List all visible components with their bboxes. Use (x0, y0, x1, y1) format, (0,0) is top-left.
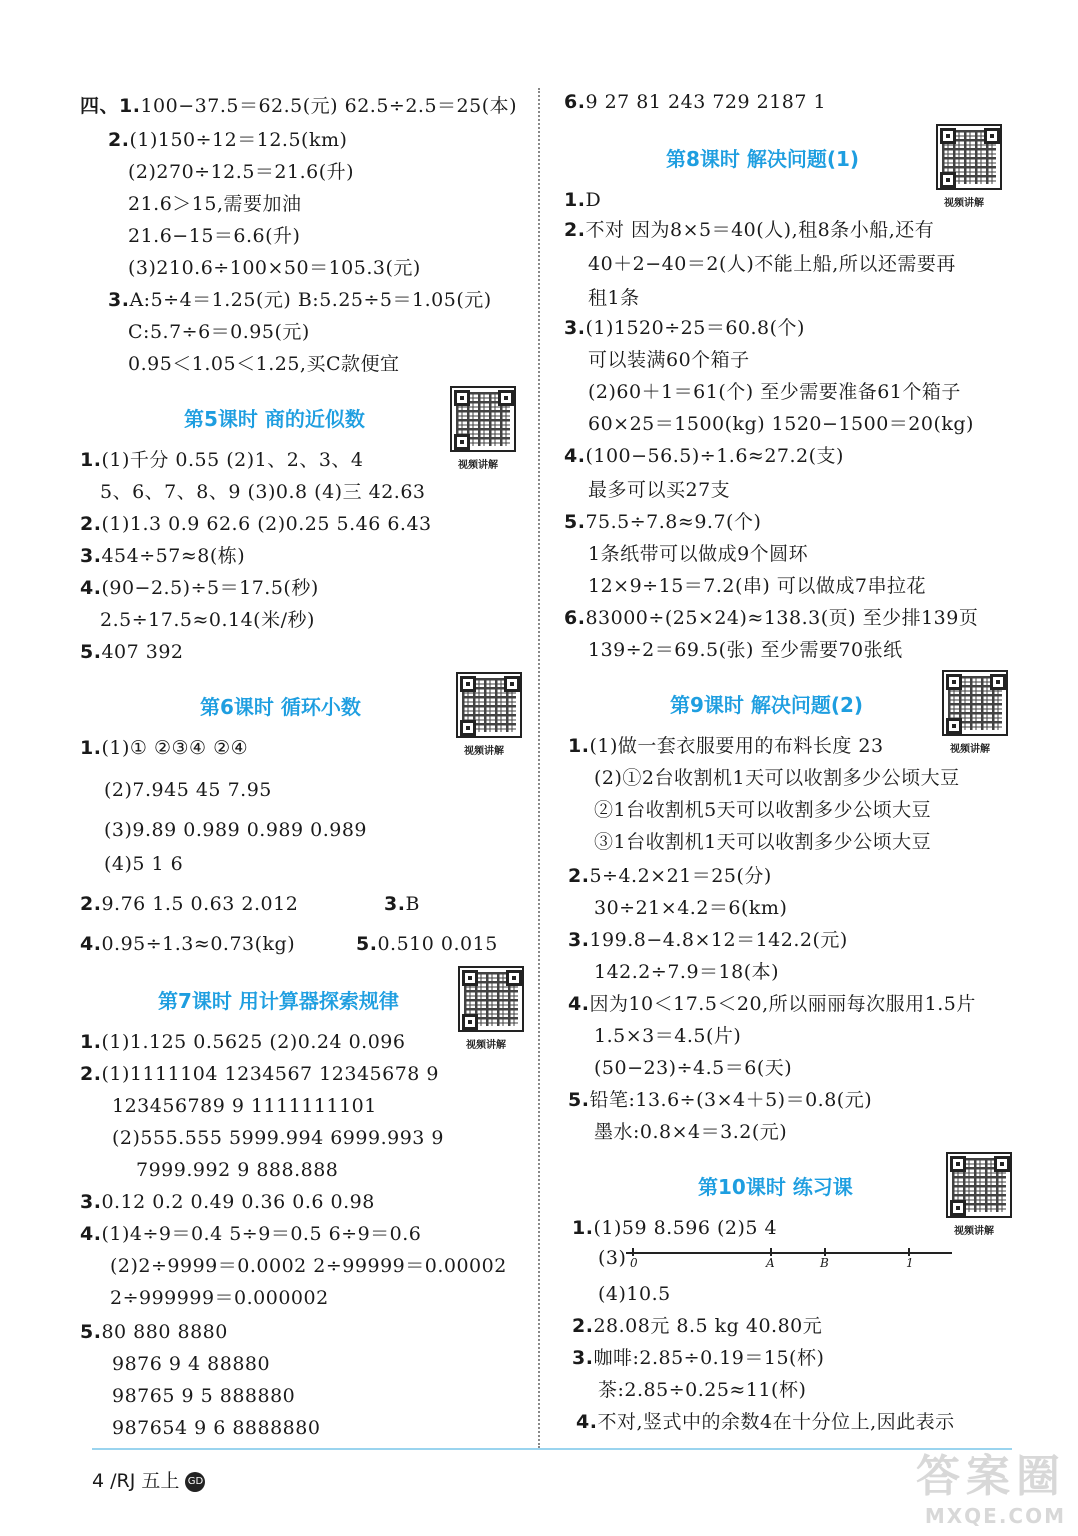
answer-line (100, 478, 426, 506)
qr-video-label: 视频讲解 (458, 460, 498, 471)
answer-text: (3) (598, 1247, 627, 1269)
answer-line (108, 126, 347, 154)
answer-text: 21.6−15＝6.6(升) (128, 225, 301, 247)
answer-line (572, 1344, 824, 1372)
answer-text: 80 880 8880 (101, 1321, 228, 1343)
watermark-title: 答案圈 (916, 1451, 1066, 1502)
watermark-url: MXQE.COM (924, 1504, 1066, 1528)
question-number: 6. (564, 91, 586, 113)
answer-text: 0.510 0.015 (377, 933, 498, 955)
answer-text: (2)555.555 5999.994 6999.993 9 (112, 1127, 445, 1149)
answer-line (104, 776, 272, 804)
question-number: 3. (108, 289, 130, 311)
answer-line (588, 572, 926, 600)
answer-text: D (585, 189, 602, 211)
answer-text: 100−37.5＝62.5(元) 62.5÷2.5＝25(本) (140, 95, 518, 117)
answer-line (104, 850, 183, 878)
answer-text: (1)150÷12＝12.5(km) (129, 129, 348, 151)
answer-line (384, 890, 420, 918)
lesson-heading: 第10课时 练习课 (698, 1175, 853, 1199)
question-number: 2. (572, 1315, 594, 1337)
question-number: 2. (80, 1063, 102, 1085)
question-number: 1. (568, 735, 590, 757)
answer-line (112, 1414, 320, 1442)
answer-line (568, 862, 772, 890)
answer-line (564, 442, 844, 470)
answer-line (564, 216, 934, 244)
qr-video-label: 视频讲解 (466, 1040, 506, 1051)
qr-code-icon[interactable] (936, 124, 1002, 190)
question-number: 3. (564, 317, 586, 339)
answer-line (112, 1382, 295, 1410)
question-number: 1. (80, 449, 102, 471)
publisher-badge: GD (185, 1472, 205, 1492)
answer-line (588, 250, 956, 278)
answer-text: (1)1.125 0.5625 (2)0.24 0.096 (101, 1031, 406, 1053)
answer-line (564, 314, 805, 342)
qr-code-icon[interactable] (456, 672, 522, 738)
answer-line (594, 1054, 792, 1082)
answer-line (80, 542, 245, 570)
number-line-tick-a (770, 1248, 772, 1256)
answer-text: 9 27 81 243 729 2187 1 (585, 91, 827, 113)
answer-line (104, 816, 367, 844)
answer-line (356, 930, 498, 958)
question-number: 1. (564, 189, 586, 211)
answer-text: (50−23)÷4.5＝6(天) (594, 1057, 793, 1079)
answer-text: 454÷57≈8(栋) (101, 545, 246, 567)
answer-text: 60×25＝1500(kg) 1520−1500＝20(kg) (588, 413, 974, 435)
answer-text: (2)60＋1＝61(个) 至少需要准备61个箱子 (588, 381, 961, 403)
answer-line (112, 1092, 377, 1120)
answer-line (80, 1060, 439, 1088)
answer-line (568, 732, 884, 760)
lesson-heading: 第5课时 商的近似数 (184, 407, 365, 431)
question-number: 5. (356, 933, 378, 955)
answer-text: 铅笔:13.6÷(3×4＋5)＝0.8(元) (589, 1089, 873, 1111)
answer-text: 98765 9 5 888880 (112, 1385, 296, 1407)
answer-text: 最多可以买27支 (588, 479, 731, 501)
qr-video-label: 视频讲解 (950, 744, 990, 755)
answer-line (112, 1350, 270, 1378)
watermark (916, 1440, 1066, 1528)
number-line-label-one: 1 (906, 1256, 914, 1270)
answer-text: 0.95＜1.05＜1.25,买C款便宜 (128, 353, 400, 375)
question-number: 3. (80, 1191, 102, 1213)
answer-text: ③1台收割机1天可以收割多少公顷大豆 (594, 831, 932, 853)
answer-line (594, 828, 931, 856)
answer-line (128, 350, 400, 378)
answer-text: 5、6、7、8、9 (3)0.8 (4)三 42.63 (100, 481, 426, 503)
answer-text: 2÷999999＝0.000002 (110, 1287, 329, 1309)
answer-text: A:5÷4＝1.25(元) B:5.25÷5＝1.05(元) (129, 289, 492, 311)
answer-line (568, 990, 976, 1018)
answer-line (594, 1118, 787, 1146)
answer-line (588, 346, 750, 374)
question-number: 3. (80, 545, 102, 567)
answer-text: (1)1.3 0.9 62.6 (2)0.25 5.46 6.43 (101, 513, 432, 535)
answer-line (128, 254, 421, 282)
answer-line (100, 606, 315, 634)
answer-line (588, 540, 808, 568)
answer-text: (3)210.6÷100×50＝105.3(元) (128, 257, 421, 279)
answer-line (588, 410, 974, 438)
answer-line (80, 446, 364, 474)
answer-line (572, 1214, 777, 1242)
question-number: 1. (572, 1217, 594, 1239)
answer-line (80, 92, 517, 120)
page-footer (92, 1466, 205, 1493)
answer-line (110, 1284, 329, 1312)
column-divider (538, 88, 540, 1448)
footer-rule (92, 1448, 1012, 1450)
answer-line (128, 158, 354, 186)
question-number: 4. (80, 577, 102, 599)
answer-text: 12×9÷15＝7.2(串) 可以做成7串拉花 (588, 575, 926, 597)
answer-line (588, 476, 730, 504)
answer-text: 7999.992 9 888.888 (136, 1159, 339, 1181)
question-number: 5. (80, 1321, 102, 1343)
answer-line (588, 378, 961, 406)
answer-text: 199.8−4.8×12＝142.2(元) (589, 929, 848, 951)
book-code: /RJ 五上 (110, 1470, 180, 1492)
answer-line (110, 1252, 507, 1280)
answer-text: 1.5×3＝4.5(片) (594, 1025, 742, 1047)
answer-line (80, 890, 298, 918)
answer-text: (1)1520÷25＝60.8(个) (585, 317, 805, 339)
answer-text: (1)59 8.596 (2)5 4 (593, 1217, 778, 1239)
answer-line (80, 1028, 405, 1056)
number-line-label-b: B (820, 1256, 829, 1270)
answer-text: (1)做一套衣服要用的布料长度 23 (589, 735, 884, 757)
question-number: 5. (564, 511, 586, 533)
question-number: 3. (572, 1347, 594, 1369)
answer-text: (2)2÷9999＝0.0002 2÷99999＝0.00002 (110, 1255, 507, 1277)
question-number: 2. (564, 219, 586, 241)
answer-text: (2)①2台收割机1天可以收割多少公顷大豆 (594, 767, 960, 789)
answer-text: (1)4÷9＝0.4 5÷9＝0.5 6÷9＝0.6 (101, 1223, 422, 1245)
question-number: 4. (80, 933, 102, 955)
answer-text: 0.95÷1.3≈0.73(kg) (101, 933, 296, 955)
question-number: 3. (568, 929, 590, 951)
answer-text: 0.12 0.2 0.49 0.36 0.6 0.98 (101, 1191, 375, 1213)
question-number: 5. (80, 641, 102, 663)
number-line-tick-one (908, 1248, 910, 1256)
answer-text: 可以装满60个箱子 (588, 349, 750, 371)
answer-text: (4)5 1 6 (104, 853, 184, 875)
answer-line (564, 186, 601, 214)
question-number: 1. (80, 1031, 102, 1053)
answer-text: ②1台收割机5天可以收割多少公顷大豆 (594, 799, 932, 821)
answer-line (80, 734, 248, 762)
answer-line (80, 1188, 375, 1216)
answer-text: C:5.7÷6＝0.95(元) (128, 321, 310, 343)
qr-video-label: 视频讲解 (954, 1226, 994, 1237)
answer-text: 142.2÷7.9＝18(本) (594, 961, 780, 983)
answer-line (136, 1156, 338, 1184)
answer-text: 9876 9 4 88880 (112, 1353, 271, 1375)
question-number: 5. (568, 1089, 590, 1111)
qr-video-label: 视频讲解 (464, 746, 504, 757)
lesson-heading: 第7课时 用计算器探索规律 (158, 989, 399, 1013)
answer-line (598, 1280, 671, 1308)
question-number: 4. (576, 1411, 598, 1433)
answer-text: (1)① ②③④ ②④ (101, 737, 249, 759)
answer-text: (90−2.5)÷5＝17.5(秒) (101, 577, 319, 599)
answer-text: (4)10.5 (598, 1283, 671, 1305)
qr-code-icon[interactable] (458, 966, 524, 1032)
answer-line (80, 930, 295, 958)
qr-code-icon[interactable] (946, 1152, 1012, 1218)
answer-text: 21.6＞15,需要加油 (128, 193, 302, 215)
answer-text: 987654 9 6 8888880 (112, 1417, 321, 1439)
answer-line (128, 190, 302, 218)
answer-text: (100−56.5)÷1.6≈27.2(支) (585, 445, 844, 467)
answer-line (594, 958, 779, 986)
question-number: 2. (80, 893, 102, 915)
question-number: 4. (564, 445, 586, 467)
answer-line (80, 1318, 228, 1346)
qr-video-label: 视频讲解 (944, 198, 984, 209)
answer-line (588, 636, 903, 664)
answer-text: 28.08元 8.5 kg 40.80元 (593, 1315, 823, 1337)
answer-line (80, 510, 432, 538)
answer-text: (3)9.89 0.989 0.989 0.989 (104, 819, 368, 841)
qr-code-icon[interactable] (450, 386, 516, 452)
question-number: 3. (384, 893, 406, 915)
question-number: 4. (568, 993, 590, 1015)
lesson-heading: 第9课时 解决问题(2) (670, 693, 864, 717)
answer-line (568, 926, 848, 954)
answer-text: 5÷4.2×21＝25(分) (589, 865, 772, 887)
answer-line (112, 1124, 444, 1152)
answer-text: (2)270÷12.5＝21.6(升) (128, 161, 355, 183)
answer-line (564, 508, 761, 536)
answer-text: (1)千分 0.55 (2)1、2、3、4 (101, 449, 364, 471)
answer-line (80, 574, 319, 602)
answer-text: 139÷2＝69.5(张) 至少需要70张纸 (588, 639, 903, 661)
answer-line (128, 222, 300, 250)
answer-line (598, 1376, 806, 1404)
answer-line (594, 764, 960, 792)
answer-line (108, 286, 492, 314)
answer-text: 407 392 (101, 641, 184, 663)
answer-text: 不对 因为8×5＝40(人),租8条小船,还有 (585, 219, 935, 241)
answer-line (572, 1312, 822, 1340)
answer-line (80, 638, 184, 666)
answer-text: 83000÷(25×24)≈138.3(页) 至少排139页 (585, 607, 979, 629)
answer-text: 墨水:0.8×4＝3.2(元) (594, 1121, 788, 1143)
question-number: 2. (568, 865, 590, 887)
question-number: 四、1. (80, 95, 141, 117)
answer-text: 9.76 1.5 0.63 2.012 (101, 893, 299, 915)
answer-line (576, 1408, 955, 1436)
answer-text: 租1条 (588, 287, 640, 309)
question-number: 6. (564, 607, 586, 629)
number-line-label-zero: 0 (630, 1256, 638, 1270)
page-number: 4 (92, 1470, 105, 1492)
question-number: 2. (80, 513, 102, 535)
answer-text: 75.5÷7.8≈9.7(个) (585, 511, 762, 533)
answer-text: 2.5÷17.5≈0.14(米/秒) (100, 609, 315, 631)
number-line-tick-b (824, 1248, 826, 1256)
answer-text: (2)7.945 45 7.95 (104, 779, 272, 801)
answer-line (594, 894, 787, 922)
answer-text: 茶:2.85÷0.25≈11(杯) (598, 1379, 807, 1401)
question-number: 4. (80, 1223, 102, 1245)
answer-line (568, 1086, 872, 1114)
qr-code-icon[interactable] (942, 670, 1008, 736)
answer-text: 1条纸带可以做成9个圆环 (588, 543, 809, 565)
question-number: 2. (108, 129, 130, 151)
question-number: 1. (80, 737, 102, 759)
answer-text: 咖啡:2.85÷0.19＝15(杯) (593, 1347, 825, 1369)
lesson-heading: 第6课时 循环小数 (200, 695, 361, 719)
answer-text: 不对,竖式中的余数4在十分位上,因此表示 (597, 1411, 955, 1433)
answer-line (594, 796, 931, 824)
number-line-tick-zero (632, 1248, 634, 1256)
answer-text: 因为10＜17.5＜20,所以丽丽每次服用1.5片 (589, 993, 976, 1015)
number-line-axis (626, 1252, 952, 1254)
answer-text: B (405, 893, 420, 915)
answer-line (564, 88, 826, 116)
answer-text: 123456789 9 1111111101 (112, 1095, 377, 1117)
answer-text: 30÷21×4.2＝6(km) (594, 897, 788, 919)
answer-text: (1)1111104 1234567 12345678 9 (101, 1063, 440, 1085)
number-line-label-a: A (766, 1256, 775, 1270)
answer-line (128, 318, 310, 346)
answer-line (594, 1022, 741, 1050)
answer-text: 40＋2−40＝2(人)不能上船,所以还需要再 (588, 253, 956, 275)
answer-line (598, 1244, 626, 1272)
answer-line (588, 284, 640, 312)
answer-line (564, 604, 978, 632)
lesson-heading: 第8课时 解决问题(1) (666, 147, 860, 171)
answer-line (80, 1220, 421, 1248)
